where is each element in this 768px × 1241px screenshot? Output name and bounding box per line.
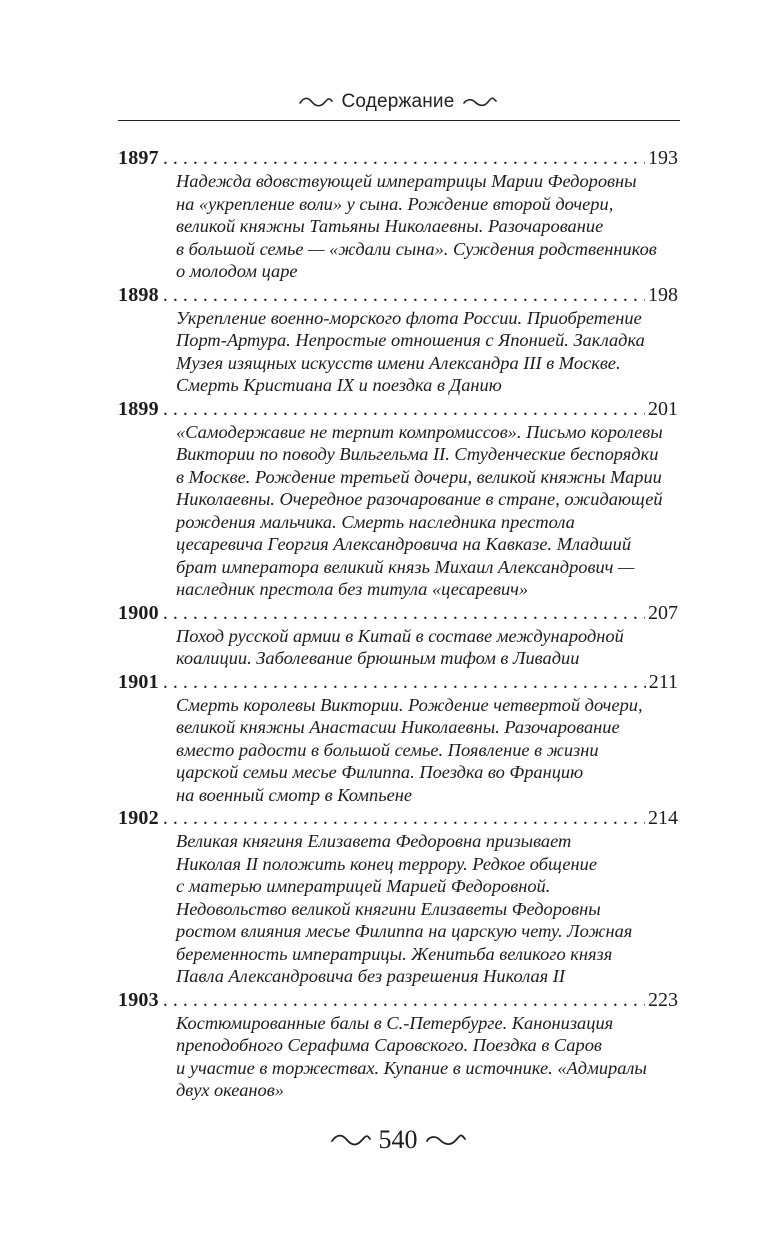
toc-entry-year: 1899 xyxy=(118,397,159,420)
description-line: и участие в торжествах. Купание в источнике. «Адмиралы xyxy=(176,1057,647,1078)
dot-leader xyxy=(163,283,645,307)
toc-entry-year: 1902 xyxy=(118,807,159,829)
toc-entry[interactable] xyxy=(118,397,678,601)
toc-entry[interactable] xyxy=(118,670,678,807)
toc-entry-heading xyxy=(118,601,678,625)
description-line: наследник престола без титула «цесаревич» xyxy=(176,579,529,599)
toc-entry-page-number: 198 xyxy=(648,283,678,306)
description-line: Смерть Кристиана IX и поездка в Данию xyxy=(176,375,502,395)
toc-entry-year: 1898 xyxy=(118,283,159,306)
description-line: с матерью императрицей Марией Федоровной. xyxy=(176,876,551,896)
toc-entry-description xyxy=(176,170,678,283)
description-line: в большой семье — «ждали сына». Суждения родственников xyxy=(176,238,657,259)
toc-entry-heading xyxy=(118,283,678,307)
description-line: в Москве. Рождение третьей дочери, великой княжны Марии xyxy=(176,466,662,487)
description-line: двух океанов» xyxy=(176,1080,284,1100)
toc-entry-year: 1897 xyxy=(118,147,159,169)
description-line: ростом влияния месье Филиппа на царскую чету. Ложная xyxy=(176,921,633,941)
description-line: Музея изящных искусств имени Александра III в Москве. xyxy=(176,352,621,373)
swash-ornament-right-icon xyxy=(463,95,497,109)
description-line: Поход русской армии в Китай в составе международной xyxy=(176,625,624,646)
description-line: Смерть королевы Виктории. Рождение четвертой дочери, xyxy=(176,694,643,715)
description-line: Николая II положить конец террору. Редкое общение xyxy=(176,853,597,874)
swash-ornament-right-icon xyxy=(426,1132,466,1148)
description-line: Виктории по поводу Вильгельма II. Студенческие беспорядки xyxy=(176,444,659,464)
toc-entry-heading xyxy=(118,806,678,830)
toc-entry-description xyxy=(176,694,678,807)
toc-entry-year: 1901 xyxy=(118,670,159,693)
toc-entry[interactable] xyxy=(118,146,678,283)
toc-entry-page-number: 223 xyxy=(648,988,678,1011)
description-line: преподобного Серафима Саровского. Поездка в Саров xyxy=(176,1035,602,1055)
description-line: царской семьи месье Филиппа. Поездка во Францию xyxy=(176,762,584,782)
toc-entry-heading xyxy=(118,146,678,170)
description-line: беременность императрицы. Женитьба великого князя xyxy=(176,943,613,964)
dot-leader xyxy=(163,806,645,830)
description-line: великой княжны Анастасии Николаевны. Разочарование xyxy=(176,717,620,737)
toc-entry-description xyxy=(176,1012,678,1102)
description-line: вместо радости в большой семье. Появление в жизни xyxy=(176,739,599,760)
description-line: о молодом царе xyxy=(176,261,298,281)
description-line: Павла Александровича без разрешения Николая II xyxy=(176,966,566,986)
description-line: великой княжны Татьяны Николаевны. Разочарование xyxy=(176,216,604,236)
toc-entry[interactable] xyxy=(118,988,678,1102)
description-line: на «укрепление воли» у сына. Рождение второй дочери, xyxy=(176,193,614,214)
page-footer xyxy=(118,1122,678,1158)
description-line: Костюмированные балы в С.-Петербурге. Канонизация xyxy=(176,1012,614,1033)
toc-entry[interactable] xyxy=(118,806,678,988)
description-line: Укрепление военно-морского флота России. Приобретение xyxy=(176,307,642,328)
dot-leader xyxy=(163,988,645,1012)
description-line: Великая княгиня Елизавета Федоровна призывает xyxy=(176,831,572,851)
dot-leader xyxy=(163,397,645,421)
description-line: Николаевны. Очередное разочарование в стране, ожидающей xyxy=(176,489,663,509)
description-line: брат императора великий князь Михаил Александрович — xyxy=(176,556,635,577)
page-number: 540 xyxy=(378,1125,418,1154)
toc-entry-page-number: 211 xyxy=(648,670,678,693)
description-line: цесаревича Георгия Александровича на Кавказе. Младший xyxy=(176,534,632,554)
header-title: Содержание xyxy=(341,91,455,112)
description-line: «Самодержавие не терпит компромиссов». Письмо королевы xyxy=(176,421,663,442)
description-line: рождения мальчика. Смерть наследника престола xyxy=(176,511,575,532)
table-of-contents xyxy=(118,146,678,1102)
toc-entry-heading xyxy=(118,397,678,421)
toc-entry-heading xyxy=(118,988,678,1012)
description-line: на военный смотр в Компьене xyxy=(176,784,413,805)
toc-entry-year: 1903 xyxy=(118,988,159,1011)
toc-entry-page-number: 193 xyxy=(648,147,678,169)
dot-leader xyxy=(163,146,645,170)
toc-entry-description xyxy=(176,830,678,988)
description-line: Надежда вдовствующей императрицы Марии Федоровны xyxy=(176,171,637,191)
running-header xyxy=(118,88,678,116)
toc-entry-description xyxy=(176,625,678,670)
toc-entry-page-number: 207 xyxy=(648,601,678,624)
description-line: коалиции. Заболевание брюшным тифом в Ливадии xyxy=(176,648,580,668)
toc-entry[interactable] xyxy=(118,283,678,397)
toc-entry-page-number: 214 xyxy=(648,807,678,829)
swash-ornament-left-icon xyxy=(299,95,333,109)
toc-entry-description xyxy=(176,307,678,397)
toc-entry-year: 1900 xyxy=(118,601,159,624)
dot-leader xyxy=(163,601,645,625)
description-line: Недовольство великой княгини Елизаветы Федоровны xyxy=(176,898,601,919)
description-line: Порт-Артура. Непростые отношения с Японией. Закладка xyxy=(176,330,645,350)
header-rule xyxy=(118,120,680,121)
toc-entry[interactable] xyxy=(118,601,678,670)
dot-leader xyxy=(163,670,646,694)
swash-ornament-left-icon xyxy=(331,1132,371,1148)
toc-entry-heading xyxy=(118,670,678,694)
toc-entry-page-number: 201 xyxy=(648,397,678,420)
toc-entry-description xyxy=(176,421,678,601)
